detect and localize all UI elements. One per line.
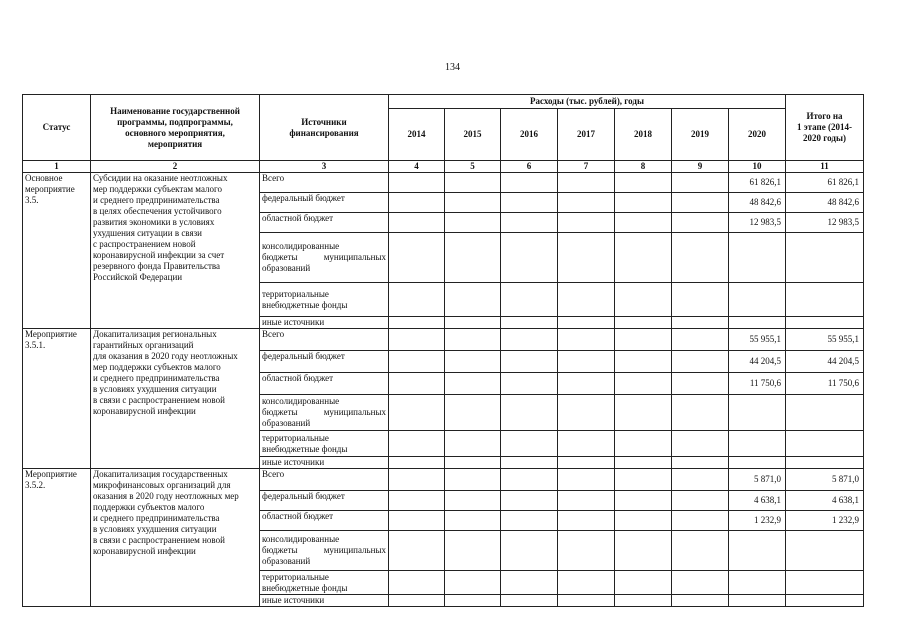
value-sum [786,317,864,329]
value-cell [501,193,558,213]
value-cell [615,595,672,607]
value-cell [615,571,672,595]
status-cell-line: Мероприятие [25,329,77,339]
value-cell [501,283,558,317]
description-cell [91,469,260,607]
value-cell [445,173,501,193]
source-cell: консолидированные бюджеты муниципальных образований [260,395,389,431]
header-sources-line: финансирования [289,127,359,138]
value-cell [558,571,615,595]
description-cell-line: микрофинансовых организаций для [93,480,231,490]
description-cell-line: в условиях ухудшения ситуации [93,524,217,534]
source-cell: областной бюджет [260,213,389,233]
status-cell-line: 3.5.1. [25,340,46,350]
value-cell [672,317,729,329]
header-year: 2018 [615,109,672,161]
source-cell: федеральный бюджет [260,193,389,213]
column-number: 1 [23,161,91,173]
value-sum [786,283,864,317]
value-cell [445,213,501,233]
value-cell [501,213,558,233]
value-cell [558,457,615,469]
description-cell-line: коронавирусной инфекции [93,406,196,416]
value-2020 [729,283,786,317]
value-cell [558,373,615,395]
header-year: 2015 [445,109,501,161]
value-cell [389,233,445,283]
table-row [23,173,864,193]
description-cell [91,329,260,469]
value-cell [445,491,501,511]
value-cell [501,457,558,469]
source-cell: территориальные внебюджетные фонды [260,431,389,457]
value-cell [389,373,445,395]
source-cell: иные источники [260,317,389,329]
description-cell [91,173,260,329]
value-cell [615,457,672,469]
value-cell [615,395,672,431]
value-2020: 48 842,6 [729,193,786,213]
value-sum [786,457,864,469]
table-row [23,469,864,491]
status-cell-line: 3.5.2. [25,480,46,490]
column-number: 11 [786,161,864,173]
value-cell [445,469,501,491]
value-cell [501,173,558,193]
header-total-line: Итого на [806,111,843,121]
description-cell-line: в связи с распространением новой [93,395,225,405]
value-cell [389,431,445,457]
source-cell: Всего [260,469,389,491]
value-cell [672,457,729,469]
value-sum: 61 826,1 [786,173,864,193]
value-2020: 1 232,9 [729,511,786,531]
description-cell-line: ухудшения ситуации в связи [93,228,202,238]
value-cell [672,571,729,595]
header-year: 2020 [729,109,786,161]
value-2020 [729,317,786,329]
value-cell [672,283,729,317]
column-number: 9 [672,161,729,173]
value-cell [615,469,672,491]
value-cell [389,283,445,317]
description-cell-line: гарантийных организаций [93,340,194,350]
header-name [91,95,260,161]
value-cell [615,491,672,511]
value-cell [672,491,729,511]
column-number-row [23,161,864,173]
value-cell [558,595,615,607]
description-cell-line: резервного фонда Правительства [93,261,221,271]
value-2020 [729,395,786,431]
value-cell [445,193,501,213]
value-cell [615,531,672,571]
value-2020 [729,571,786,595]
description-cell-line: мер поддержки субъектам малого [93,184,222,194]
header-sources-line: Источники [301,116,347,127]
value-2020 [729,233,786,283]
description-cell-line: и среднего предпринимательства [93,373,220,383]
value-cell [672,373,729,395]
description-cell-line: Докапитализация региональных [93,329,217,339]
description-cell-line: оказания в 2020 году неотложных мер [93,491,239,501]
description-cell-line: и среднего предпринимательства [93,195,220,205]
value-cell [389,173,445,193]
header-year: 2014 [389,109,445,161]
value-sum: 48 842,6 [786,193,864,213]
table-row [23,329,864,351]
value-cell [672,351,729,373]
value-cell [672,595,729,607]
value-cell [445,571,501,595]
expenditure-table [22,94,864,607]
description-cell-line: коронавирусной инфекции за счет [93,250,225,260]
value-cell [501,511,558,531]
source-cell: Всего [260,173,389,193]
column-number: 3 [260,161,389,173]
value-cell [615,193,672,213]
value-cell [558,469,615,491]
value-cell [445,395,501,431]
description-cell-line: в целях обеспечения устойчивого [93,206,222,216]
value-cell [672,469,729,491]
status-cell [23,469,91,607]
value-cell [672,233,729,283]
value-cell [501,351,558,373]
value-cell [445,329,501,351]
value-cell [615,351,672,373]
value-cell [558,329,615,351]
column-number: 4 [389,161,445,173]
column-number: 8 [615,161,672,173]
value-cell [501,531,558,571]
status-cell-line: Основное [25,173,63,183]
source-cell: иные источники [260,457,389,469]
value-2020 [729,595,786,607]
value-cell [501,595,558,607]
source-cell: территориальные внебюджетные фонды [260,283,389,317]
value-cell [672,193,729,213]
value-2020 [729,531,786,571]
value-cell [672,511,729,531]
source-cell: федеральный бюджет [260,491,389,511]
value-cell [501,329,558,351]
source-cell: консолидированные бюджеты муниципальных образований [260,531,389,571]
value-cell [389,329,445,351]
value-cell [445,283,501,317]
value-cell [672,531,729,571]
value-cell [445,317,501,329]
source-cell: иные источники [260,595,389,607]
value-cell [558,491,615,511]
value-cell [558,317,615,329]
value-cell [389,395,445,431]
source-cell: областной бюджет [260,373,389,395]
header-year: 2016 [501,109,558,161]
value-cell [389,213,445,233]
source-cell: Всего [260,329,389,351]
value-cell [672,395,729,431]
value-cell [558,395,615,431]
header-name-line: Наименование государственной [110,105,240,116]
value-2020: 44 204,5 [729,351,786,373]
value-cell [615,213,672,233]
value-cell [615,511,672,531]
value-cell [389,531,445,571]
value-sum [786,233,864,283]
value-cell [615,283,672,317]
value-cell [501,571,558,595]
description-cell-line: развития экономики в условиях [93,217,215,227]
value-cell [389,351,445,373]
header-total [786,95,864,161]
header-year: 2017 [558,109,615,161]
value-cell [558,173,615,193]
header-year: 2019 [672,109,729,161]
value-cell [445,351,501,373]
value-cell [615,373,672,395]
value-cell [672,431,729,457]
value-cell [445,431,501,457]
source-cell: консолидированные бюджеты муниципальных образований [260,233,389,283]
value-cell [389,193,445,213]
description-cell-line: Российской Федерации [93,272,183,282]
value-cell [558,431,615,457]
value-cell [558,233,615,283]
source-cell: федеральный бюджет [260,351,389,373]
value-sum: 11 750,6 [786,373,864,395]
header-total-line: 1 этапе (2014- [797,122,852,132]
column-number: 10 [729,161,786,173]
value-cell [615,173,672,193]
value-cell [389,571,445,595]
value-cell [389,457,445,469]
value-cell [558,531,615,571]
header-name-line: программы, подпрограммы, [117,116,233,127]
description-cell-line: в связи с распространением новой [93,535,225,545]
value-2020 [729,457,786,469]
value-cell [558,511,615,531]
value-cell [445,233,501,283]
header-sources [260,95,389,161]
value-cell [501,395,558,431]
header-row [23,95,864,109]
description-cell-line: коронавирусной инфекции [93,546,196,556]
value-cell [445,373,501,395]
value-sum: 5 871,0 [786,469,864,491]
value-cell [558,213,615,233]
value-cell [389,469,445,491]
value-cell [389,491,445,511]
status-cell [23,173,91,329]
value-cell [501,317,558,329]
value-sum [786,571,864,595]
value-cell [389,511,445,531]
description-cell-line: с распространением новой [93,239,196,249]
value-cell [445,531,501,571]
description-cell-line: поддержки субъектов малого [93,502,205,512]
value-cell [672,173,729,193]
value-cell [558,351,615,373]
column-number: 7 [558,161,615,173]
value-sum: 1 232,9 [786,511,864,531]
value-cell [389,317,445,329]
value-2020: 5 871,0 [729,469,786,491]
description-cell-line: мер поддержки субъектов малого [93,362,221,372]
value-cell [672,213,729,233]
value-cell [445,511,501,531]
value-2020: 11 750,6 [729,373,786,395]
value-2020 [729,431,786,457]
value-sum [786,395,864,431]
column-number: 5 [445,161,501,173]
description-cell-line: Докапитализация государственных [93,469,228,479]
value-sum: 12 983,5 [786,213,864,233]
value-cell [558,193,615,213]
header-name-line: мероприятия [147,138,203,149]
header-name-line: основного мероприятия, [125,127,225,138]
value-cell [501,373,558,395]
value-sum [786,531,864,571]
value-sum [786,595,864,607]
value-2020: 55 955,1 [729,329,786,351]
header-total-line: 2020 годы) [803,133,846,143]
value-sum: 55 955,1 [786,329,864,351]
value-2020: 4 638,1 [729,491,786,511]
value-cell [615,431,672,457]
value-2020: 61 826,1 [729,173,786,193]
status-cell-line: мероприятие [25,184,75,194]
value-cell [672,329,729,351]
value-cell [501,233,558,283]
description-cell-line: и среднего предпринимательства [93,513,220,523]
value-cell [445,595,501,607]
value-cell [501,469,558,491]
status-cell-line: 3.5. [25,195,39,205]
description-cell-line: Субсидии на оказание неотложных [93,173,228,183]
value-cell [615,233,672,283]
source-cell: областной бюджет [260,511,389,531]
description-cell-line: для оказания в 2020 году неотложных [93,351,238,361]
page-number: 134 [445,62,460,73]
header-status: Статус [23,95,91,161]
column-number: 2 [91,161,260,173]
value-cell [445,457,501,469]
status-cell [23,329,91,469]
value-cell [501,431,558,457]
value-2020: 12 983,5 [729,213,786,233]
value-sum [786,431,864,457]
value-sum: 4 638,1 [786,491,864,511]
source-cell: территориальные внебюджетные фонды [260,571,389,595]
value-cell [558,283,615,317]
description-cell-line: в условиях ухудшения ситуации [93,384,217,394]
value-cell [389,595,445,607]
status-cell-line: Мероприятие [25,469,77,479]
value-cell [501,491,558,511]
value-cell [615,317,672,329]
header-expenses: Расходы (тыс. рублей), годы [389,95,786,109]
value-cell [615,329,672,351]
column-number: 6 [501,161,558,173]
value-sum: 44 204,5 [786,351,864,373]
